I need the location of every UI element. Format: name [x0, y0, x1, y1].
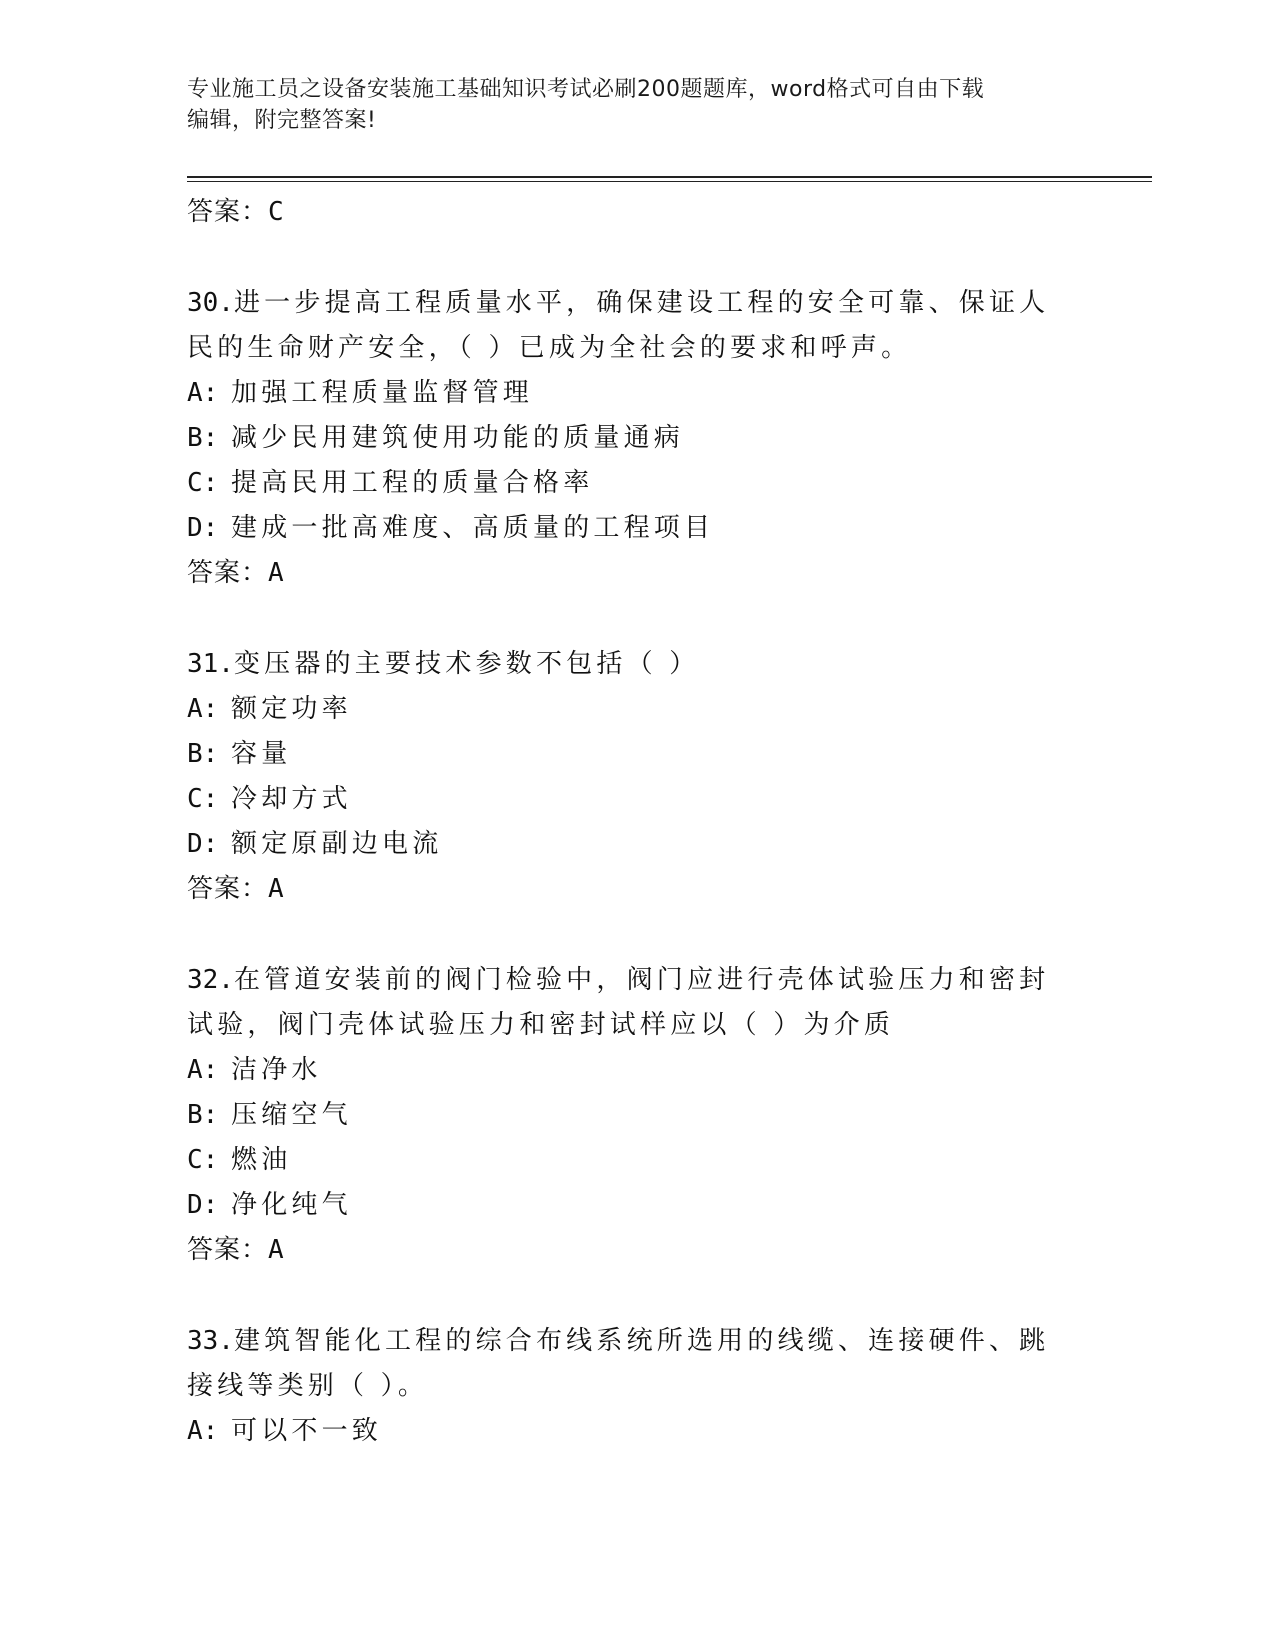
option-d — [187, 1183, 1087, 1228]
page-header — [187, 74, 1067, 136]
option-text: 洁净水 — [231, 1055, 322, 1085]
option-c — [187, 461, 1087, 506]
option-text: 净化纯气 — [231, 1190, 352, 1220]
answer-label: 答案： — [187, 1235, 269, 1265]
option-text: 加强工程质量监督管理 — [231, 378, 534, 408]
option-a — [187, 1409, 1087, 1454]
option-letter: C: — [187, 468, 219, 498]
question-number: 31. — [187, 649, 234, 679]
question-32 — [187, 958, 1077, 1048]
option-letter: A: — [187, 1416, 219, 1446]
option-a — [187, 1048, 1087, 1093]
option-text: 容量 — [231, 739, 292, 769]
answer-value: C — [268, 197, 285, 227]
answer-label: 答案： — [187, 874, 269, 904]
option-letter: D: — [187, 1190, 219, 1220]
question-31 — [187, 642, 1077, 687]
question-number: 30. — [187, 288, 234, 318]
option-text: 冷却方式 — [231, 784, 352, 814]
option-letter: A: — [187, 378, 219, 408]
option-letter: B: — [187, 1100, 219, 1130]
option-letter: A: — [187, 694, 219, 724]
answer-value: A — [268, 1235, 285, 1265]
header-title-line1: 专业施工员之设备安装施工基础知识考试必刷200题题库，word格式可自由下载 — [187, 77, 985, 102]
answer-value: A — [268, 874, 285, 904]
question-text: 进一步提高工程质量水平，确保建设工程的安全可靠、保证人民的生命财产安全，（ ）已成为全社会的要求和呼声。 — [187, 288, 1050, 363]
option-letter: B: — [187, 739, 219, 769]
answer-line — [187, 551, 1087, 595]
option-text: 燃油 — [231, 1145, 292, 1175]
option-letter: B: — [187, 423, 219, 453]
question-number: 33. — [187, 1326, 234, 1356]
option-d — [187, 506, 1087, 551]
question-number: 32. — [187, 965, 234, 995]
option-text: 可以不一致 — [231, 1416, 383, 1446]
answer-line — [187, 1228, 1087, 1272]
header-divider — [187, 176, 1152, 182]
option-letter: D: — [187, 829, 219, 859]
question-30 — [187, 281, 1077, 371]
option-text: 额定功率 — [231, 694, 352, 724]
question-text: 变压器的主要技术参数不包括（ ） — [233, 649, 700, 679]
option-text: 额定原副边电流 — [231, 829, 443, 859]
answer-label: 答案： — [187, 197, 269, 227]
option-text: 建成一批高难度、高质量的工程项目 — [231, 513, 715, 543]
option-text: 提高民用工程的质量合格率 — [231, 468, 594, 498]
answer-line — [187, 190, 1087, 234]
option-letter: D: — [187, 513, 219, 543]
question-text: 建筑智能化工程的综合布线系统所选用的线缆、连接硬件、跳接线等类别（ ）。 — [187, 1326, 1050, 1401]
answer-label: 答案： — [187, 558, 269, 588]
option-c — [187, 1138, 1087, 1183]
option-text: 减少民用建筑使用功能的质量通病 — [231, 423, 685, 453]
option-b — [187, 416, 1087, 461]
question-text: 在管道安装前的阀门检验中，阀门应进行壳体试验压力和密封试验，阀门壳体试验压力和密封试样应以（ ）为介质 — [187, 965, 1050, 1040]
option-d — [187, 822, 1087, 867]
option-letter: A: — [187, 1055, 219, 1085]
option-letter: C: — [187, 1145, 219, 1175]
option-b — [187, 1093, 1087, 1138]
option-a — [187, 371, 1087, 416]
option-a — [187, 687, 1087, 732]
option-b — [187, 732, 1087, 777]
question-33 — [187, 1319, 1077, 1409]
answer-line — [187, 867, 1087, 911]
question-list — [187, 190, 1087, 1454]
option-text: 压缩空气 — [231, 1100, 352, 1130]
option-letter: C: — [187, 784, 219, 814]
answer-value: A — [268, 558, 285, 588]
header-title-line2: 编辑，附完整答案! — [187, 108, 377, 133]
option-c — [187, 777, 1087, 822]
